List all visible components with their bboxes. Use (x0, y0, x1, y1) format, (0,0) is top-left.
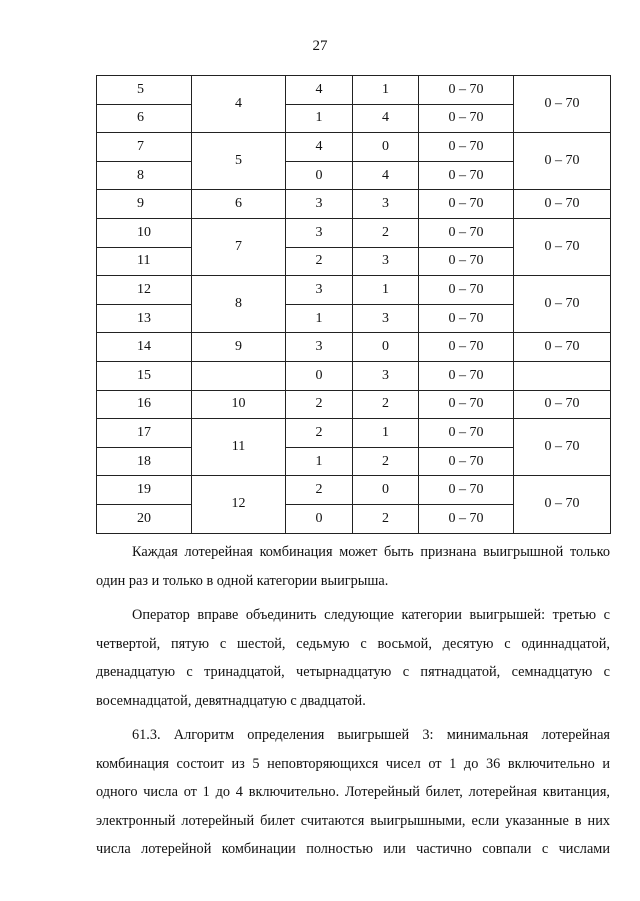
extra-count-cell: 3 (353, 304, 419, 333)
match-count-cell: 2 (286, 476, 353, 505)
extra-count-cell: 3 (353, 190, 419, 219)
row-number-cell: 12 (97, 276, 192, 305)
row-number-cell: 9 (97, 190, 192, 219)
range-cell: 0 – 70 (419, 304, 514, 333)
extra-count-cell: 2 (353, 218, 419, 247)
extra-count-cell: 4 (353, 104, 419, 133)
category-cell: 9 (192, 333, 286, 362)
match-count-cell: 4 (286, 76, 353, 105)
match-count-cell: 2 (286, 419, 353, 448)
range-cell: 0 – 70 (419, 361, 514, 390)
category-cell: 6 (192, 190, 286, 219)
range-cell: 0 – 70 (419, 504, 514, 533)
range-cell: 0 – 70 (419, 276, 514, 305)
extra-count-cell: 1 (353, 419, 419, 448)
match-count-cell: 3 (286, 333, 353, 362)
extra-count-cell: 0 (353, 133, 419, 162)
paragraph: Каждая лотерейная комбинация может быть признана выигрышной только один раз и только в одной категории выигрыша. (96, 544, 610, 589)
range-cell: 0 – 70 (419, 190, 514, 219)
row-number-cell: 16 (97, 390, 192, 419)
category-cell: 11 (192, 419, 286, 476)
table-row (97, 76, 611, 105)
table-row (97, 190, 611, 219)
extra-count-cell: 0 (353, 476, 419, 505)
match-count-cell: 3 (286, 276, 353, 305)
match-count-cell: 2 (286, 247, 353, 276)
range-cell: 0 – 70 (419, 447, 514, 476)
range-cell: 0 – 70 (419, 247, 514, 276)
extra-count-cell: 2 (353, 447, 419, 476)
table-row (97, 361, 611, 390)
category-cell: 4 (192, 76, 286, 133)
row-number-cell: 8 (97, 161, 192, 190)
range-cell: 0 – 70 (419, 76, 514, 105)
table-row (97, 333, 611, 362)
share-cell: 0 – 70 (514, 333, 611, 362)
extra-count-cell: 1 (353, 76, 419, 105)
winnings-table (96, 75, 611, 534)
row-number-cell: 7 (97, 133, 192, 162)
range-cell: 0 – 70 (419, 161, 514, 190)
match-count-cell: 4 (286, 133, 353, 162)
paragraph: Оператор вправе объединить следующие категории выигрышей: третью с четвертой, пятую с шестой, седьмую с восьмой, десятую с одиннадцатой, двенадцатую с тринадцатой, четырнадцатую с пятнадцатой, семнадцатую с восемнадцатой, девятнадцатую с двадцатой. (96, 607, 610, 709)
table-row (97, 419, 611, 448)
share-cell (514, 361, 611, 390)
share-cell: 0 – 70 (514, 276, 611, 333)
category-cell: 7 (192, 218, 286, 275)
page-number: 27 (312, 38, 328, 54)
range-cell: 0 – 70 (419, 333, 514, 362)
match-count-cell: 1 (286, 304, 353, 333)
match-count-cell: 3 (286, 218, 353, 247)
category-cell (192, 361, 286, 390)
extra-count-cell: 2 (353, 504, 419, 533)
extra-count-cell: 3 (353, 361, 419, 390)
range-cell: 0 – 70 (419, 476, 514, 505)
row-number-cell: 18 (97, 447, 192, 476)
share-cell: 0 – 70 (514, 390, 611, 419)
extra-count-cell: 1 (353, 276, 419, 305)
range-cell: 0 – 70 (419, 133, 514, 162)
row-number-cell: 5 (97, 76, 192, 105)
category-cell: 10 (192, 390, 286, 419)
share-cell: 0 – 70 (514, 476, 611, 533)
extra-count-cell: 0 (353, 333, 419, 362)
match-count-cell: 0 (286, 361, 353, 390)
match-count-cell: 0 (286, 161, 353, 190)
row-number-cell: 17 (97, 419, 192, 448)
paragraph: 61.3. Алгоритм определения выигрышей 3: минимальная лотерейная комбинация состоит из 5 неповторяющихся чисел от 1 до 36 включительно и одного числа от 1 до 4 включительно. Лотерейный билет, лотерейная квитанция, электронный лотерейный билет считаются выигрышными, если указанные в них числа лотерейной комбинации полностью или частично совпали с числами (96, 727, 610, 857)
range-cell: 0 – 70 (419, 419, 514, 448)
match-count-cell: 1 (286, 104, 353, 133)
category-cell: 8 (192, 276, 286, 333)
range-cell: 0 – 70 (419, 104, 514, 133)
category-cell: 5 (192, 133, 286, 190)
share-cell: 0 – 70 (514, 133, 611, 190)
share-cell: 0 – 70 (514, 218, 611, 275)
match-count-cell: 3 (286, 190, 353, 219)
table-row (97, 133, 611, 162)
range-cell: 0 – 70 (419, 390, 514, 419)
extra-count-cell: 2 (353, 390, 419, 419)
category-cell: 12 (192, 476, 286, 533)
match-count-cell: 2 (286, 390, 353, 419)
table-row (97, 218, 611, 247)
match-count-cell: 0 (286, 504, 353, 533)
row-number-cell: 11 (97, 247, 192, 276)
extra-count-cell: 4 (353, 161, 419, 190)
body-text (96, 538, 610, 864)
share-cell: 0 – 70 (514, 190, 611, 219)
extra-count-cell: 3 (353, 247, 419, 276)
row-number-cell: 19 (97, 476, 192, 505)
row-number-cell: 20 (97, 504, 192, 533)
share-cell: 0 – 70 (514, 419, 611, 476)
match-count-cell: 1 (286, 447, 353, 476)
range-cell: 0 – 70 (419, 218, 514, 247)
table-row (97, 390, 611, 419)
share-cell: 0 – 70 (514, 76, 611, 133)
table-row (97, 476, 611, 505)
row-number-cell: 6 (97, 104, 192, 133)
table-row (97, 276, 611, 305)
row-number-cell: 14 (97, 333, 192, 362)
row-number-cell: 15 (97, 361, 192, 390)
row-number-cell: 10 (97, 218, 192, 247)
row-number-cell: 13 (97, 304, 192, 333)
